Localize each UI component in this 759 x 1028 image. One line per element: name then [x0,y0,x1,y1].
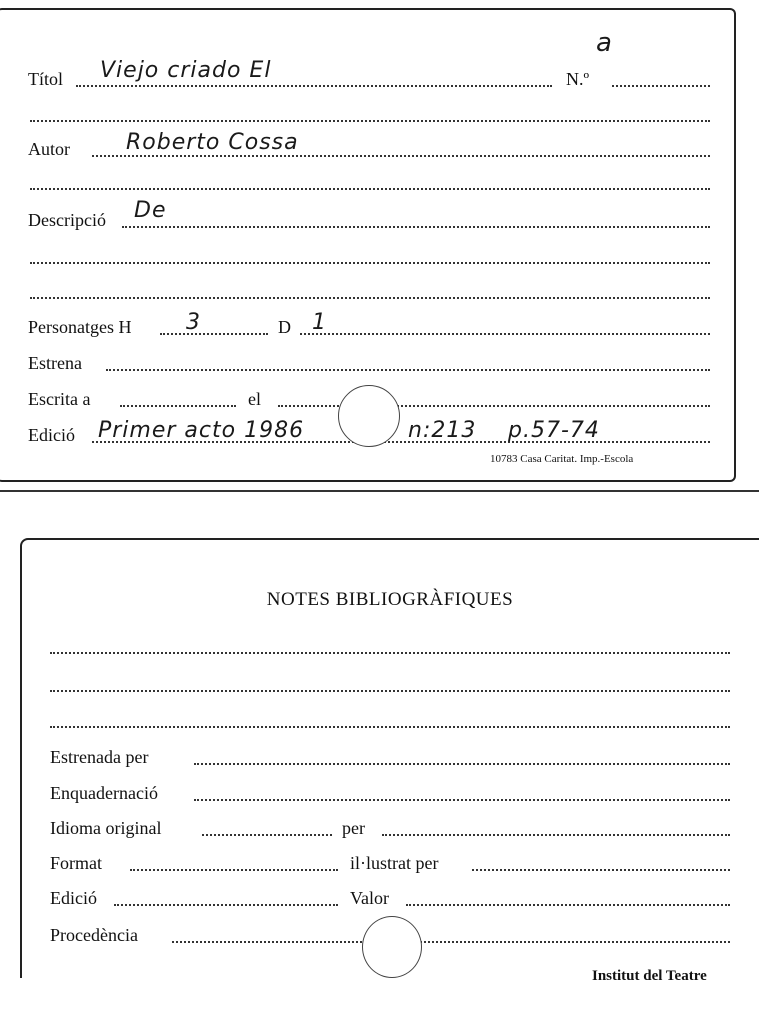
punch-hole-bottom [362,916,422,978]
valor-label: Valor [350,888,389,908]
autor-label: Autor [28,139,70,159]
autor-value: Roberto Cossa [126,130,299,155]
notes-heading: NOTES BIBLIOGRÀFIQUES [266,589,514,610]
personatges-h-value: 3 [186,310,201,335]
personatges-d-value: 1 [312,310,327,335]
el-label: el [248,389,261,409]
personatges-d-label: D [278,317,291,337]
escrita-label: Escrita a [28,389,91,409]
numero-label: N.º [566,69,590,89]
per-label: per [342,818,365,838]
idioma-label: Idioma original [50,818,162,838]
format-label: Format [50,853,102,873]
divider [0,490,759,492]
punch-hole-top [338,385,400,447]
printer-note: 10783 Casa Caritat. Imp.-Escola [490,453,634,465]
procedencia-label: Procedència [50,925,138,945]
edicio-value-2: n:213 [408,418,477,443]
personatges-label: Personatges H [28,317,132,337]
corner-mark: a [596,28,613,58]
edicio-label: Edició [28,425,75,445]
enquadernacio-label: Enquadernació [50,783,158,803]
estrena-label: Estrena [28,353,82,373]
titol-value: Viejo criado El [100,58,272,83]
descripcio-label: Descripció [28,210,106,230]
edicio-value-3: p.57-74 [508,418,600,443]
titol-label: Títol [28,69,63,89]
illustrat-label: il·lustrat per [350,853,439,873]
descripcio-value: De [134,198,167,223]
edicio-back-label: Edició [50,888,97,908]
estrenada-label: Estrenada per [50,747,149,767]
edicio-value-1: Primer acto 1986 [98,418,305,443]
institution-stamp: Institut del Teatre [592,968,707,984]
